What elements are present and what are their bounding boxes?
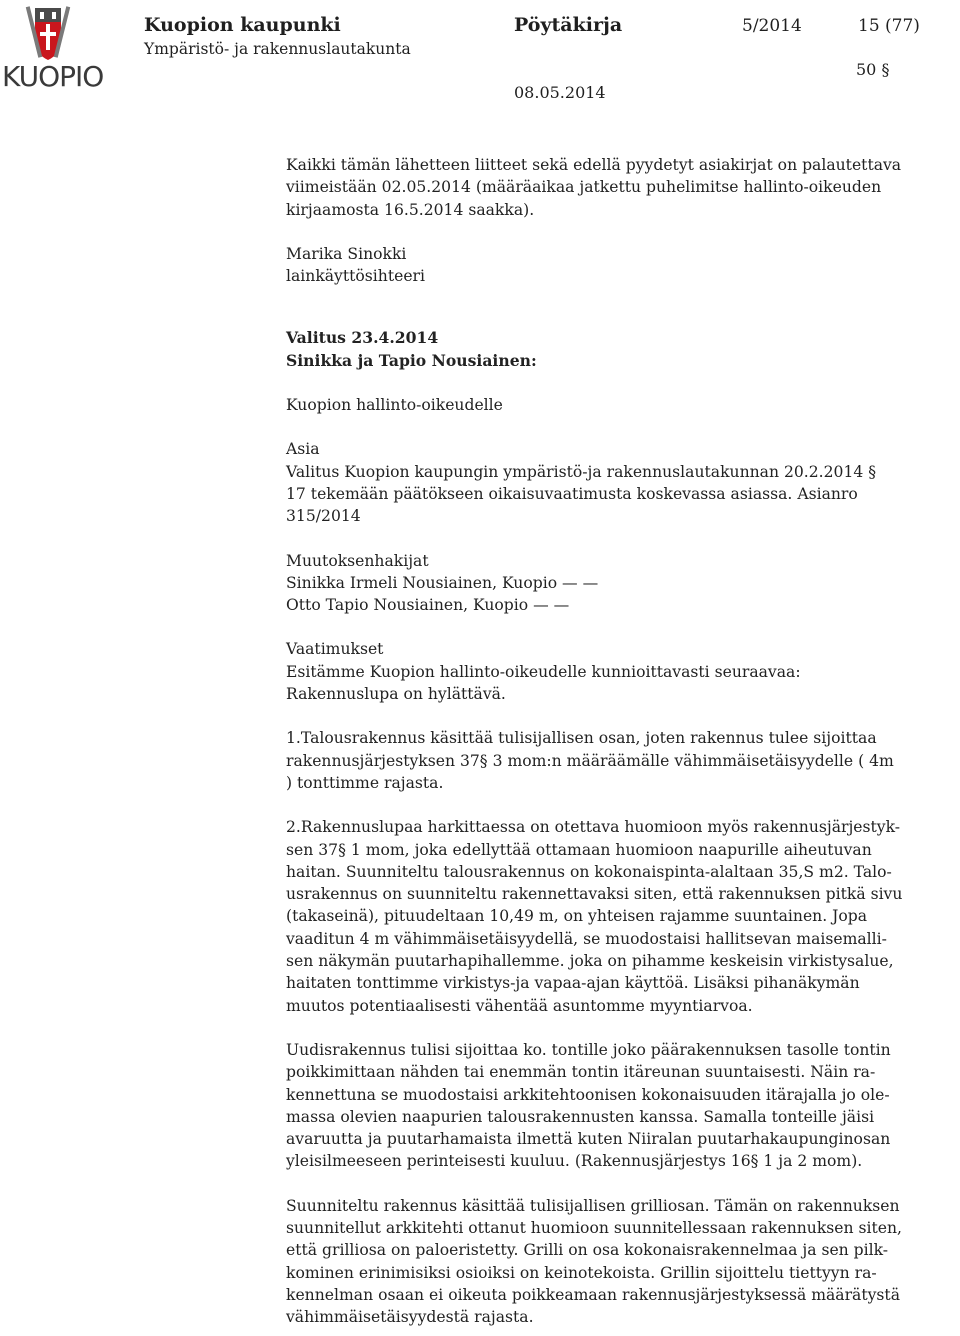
grill-paragraph: Suunniteltu rakennus käsittää tulisijallisen grilliosan. Tämän on rakennuksen suunnitellut arkkitehti ottanut huomioon suunnitellessaan rakennuksen siten, että grilliosa on paloeristetty. Grilli on osa kokonaisrakennelmaa ja sen pilk- kominen erinimisiksi osioiksi on keinotekoista. Grillin sijoittelu tiettyyn ra- kennelman osaan ei oikeuta poikkeamaan rakennusjärjestyksessä määrätystä vähimmäisetäisyydestä rajasta. [286, 1196, 903, 1327]
placement-paragraph: Uudisrakennus tulisi sijoittaa ko. tontille joko päärakennuksen tasolle tontin poikkimittaan nähden tai enemmän tontin itäreunan suuntaisesti. Näin ra- kennettuna se muodostaisi arkkitehtoonisen kokonaisuuden itärajalla jo ole- massa olevien naapurien talousrakennusten kanssa. Samalla tonteille jäisi avaruutta ja puutarhamaista ilmettä kuten Niiralan puutarhakaupunginosan yleisilmeeseen perinteisesti kuuluu. (Rakennusjärjestys 16§ 1 ja 2 mom). [286, 1040, 891, 1171]
signature-block [286, 243, 958, 288]
board-name: Ympäristö- ja rakennuslautakunta [144, 40, 411, 58]
page-count: 15 (77) [858, 16, 920, 36]
appellants-label: Muutoksenhakijat [286, 551, 429, 570]
signer-title: lainkäyttösihteeri [286, 267, 425, 286]
city-name: Kuopion kaupunki [144, 14, 341, 36]
recipient: Kuopion hallinto-oikeudelle [286, 396, 503, 415]
appeal-heading: Valitus 23.4.2014 Sinikka ja Tapio Nousiainen: [286, 328, 537, 370]
logo-wordmark: KUOPIO [2, 60, 104, 93]
appellants-section: Muutoksenhakijat Sinikka Irmeli Nousiainen, Kuopio — — Otto Tapio Nousiainen, Kuopio — — [286, 551, 599, 615]
signer-name: Marika Sinokki [286, 244, 407, 263]
section-number: 50 § [856, 60, 890, 79]
attachments-paragraph: Kaikki tämän lähetteen liitteet sekä edellä pyydetyt asiakirjat on palautettava viimeistään 02.05.2014 (määräaikaa jatkettu puhelimitse hallinto-oikeuden kirjaamosta 16.5.2014 saakka). [286, 156, 902, 219]
subject-label: Asia [286, 440, 320, 459]
demands-section: Vaatimukset Esitämme Kuopion hallinto-oikeudelle kunnioittavasti seuraavaa: Rakennuslupa on hylättävä. [286, 640, 801, 704]
document-type: Pöytäkirja [514, 14, 623, 36]
demands-label: Vaatimukset [286, 640, 384, 659]
meeting-date: 08.05.2014 [514, 83, 606, 102]
point-2-paragraph: 2.Rakennuslupaa harkittaessa on otettava huomioon myös rakennusjärjestyk- sen 37§ 1 mom, joka edellyttää ottamaan huomioon naapurille aiheutuvan haitan. Suunniteltu talousrakennus on kokonaispinta-alaltaan 35,S m2. Talo- usrakennus on suunniteltu rakennettavaksi siten, että rakennuksen pitkä sivu (takaseinä), pituudeltaan 10,49 m, on yhteisen rajamme suuntainen. Jopa vaaditun 4 m vähimmäisetäisyydellä, se muodostaisi hallitsevan maisemalli- sen näkymän puutarhapihallemme. joka on pihamme keskeisin virkistysalue, haitaten tonttimme virkistys-ja vapaa-ajan käyttöä. Lisäksi pihanäkymän muutos potentiaalisesti vähentää asuntomme myyntiarvoa. [286, 818, 903, 1015]
kuopio-coat-of-arms-icon [2, 4, 98, 64]
subject-section: Asia Valitus Kuopion kaupungin ympäristö-ja rakennuslautakunnan 20.2.2014 § 17 tekemään päätökseen oikaisuvaatimusta koskevassa asiassa. Asianro 315/2014 [286, 440, 877, 526]
document-body [286, 154, 958, 1328]
point-1-paragraph: 1.Talousrakennus käsittää tulisijallisen osan, joten rakennus tulee sijoittaa rakennusjärjestyksen 37§ 3 mom:n määräämälle vähimmäisetäisyydelle ( 4m ) tonttimme rajasta. [286, 729, 894, 792]
document-number: 5/2014 [742, 16, 802, 36]
